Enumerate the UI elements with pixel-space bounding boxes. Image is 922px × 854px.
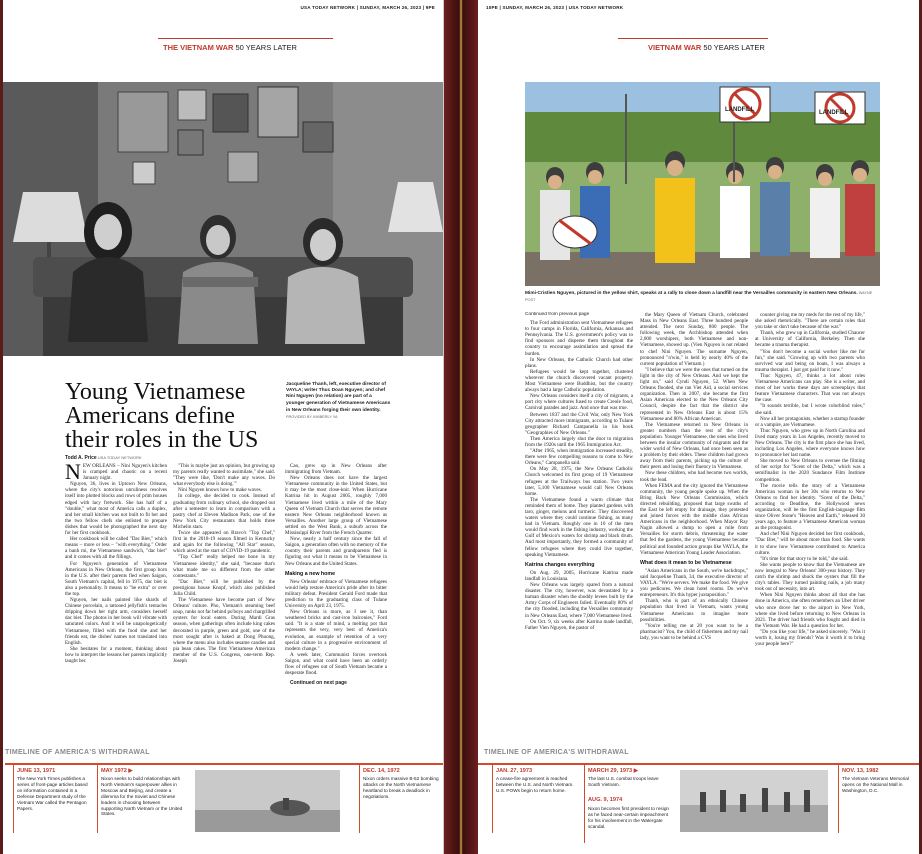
timeline-tick — [97, 763, 98, 833]
cutline-credit: PROVIDED BY KIMBERLY YA — [286, 415, 338, 420]
paragraph: She wants people to know that the Vietnamese are now integral to New Orleans' 300-year history. They catch the shrimp and shuck the oysters that fill the city's tables. They turned painting nails, a job many took out of necessity, into art. — [755, 561, 865, 593]
timeline-axis — [5, 763, 444, 765]
paragraph: "After 1965, when immigration increased steadily, there were few compelling reasons to come to New Orleans," Campanella said. — [525, 448, 633, 467]
paragraph: The Vietnamese returned to New Orleans in greater numbers than the rest of the city's population. Younger Vietnamese, the ones who lived between the insular community of migrants and the wider world of New Orleans, had once been seen as a problem by their elders. These children had grown away from their parents, picking up the culture of their peers and losing their fluency in Vietnamese. — [640, 421, 748, 471]
rally-photo — [525, 82, 880, 286]
kicker-accent: VIETNAM WAR — [648, 43, 702, 52]
timeline-tick — [584, 763, 585, 843]
paragraph: Then America largely shut the door to migration from the 1920s until the 1965 Immigration Act. — [525, 435, 633, 448]
lead-photo-image — [3, 82, 444, 356]
paragraph: And chef Nini Nguyen decided her first cookbook, "Dac Biet," will be about more than food. She wants it to show how Vietnamese contributed to America culture. — [755, 531, 865, 556]
paragraph: Thuc Nguyen, 47, thinks a lot about roles Vietnamese Americans can play. She is a writer, and most of her works these days are screenplays that feature Vietnamese characters. That was not always the case. — [755, 372, 865, 404]
continued-from-previous-page: Continued from previous page — [525, 312, 590, 317]
byline — [65, 455, 142, 461]
timeline-date: AUG. 9, 1974 — [588, 797, 623, 803]
left-page — [3, 0, 444, 854]
paragraph: Now these children, who had become two worlds, took the lead. — [640, 470, 748, 483]
timeline-photo-image — [195, 770, 340, 832]
paragraph: "Top Chef" really helped me hone in my Vietnamese identity," she said, "because that's what made me so different from the other contestants." — [173, 554, 275, 579]
paragraph: On May 28, 1975, the New Orleans Catholic Church welcomed its first group of 19 Vietnamese refugees at the Trailways bus station. Two years later, 5,100 Vietnamese would call New Orleans home. — [525, 466, 633, 497]
paragraph: For Nguyen's generation of Vietnamese Americans in New Orleans, the first group born in the U.S. after their parents fled when Saigon, South Vietnam's capital, fell in 1975, dac biet is also a personality. It means to "be extra" or over the top. — [65, 560, 167, 597]
paragraph: New Orleans considers itself a city of migrants, a port city where cultures fused to create Creole food, Carnival parades and jazz. And once that was true. — [525, 393, 633, 412]
paragraph: She hesitates for a moment, thinking about how to interpret the lessons her parents implicitly taught her. — [65, 645, 167, 664]
sign-text: LANDFILL — [725, 107, 755, 113]
timeline-tick — [13, 763, 14, 833]
protest-sign — [815, 92, 865, 124]
lead-photo — [3, 82, 444, 356]
paragraph: "It's time for that story to be told," she said. — [760, 555, 849, 562]
paragraph: When FEMA and the city ignored the Vietnamese community, the young people spoke up. When the Bring Back New Orleans Commission, which directed rebuilding, proposed that large swaths of the East be left empty for drainage, they protested and joined forces with the middle class African Americans in the neighborhood. When Mayor Ray Nagin allowed a dump to open a mile from Versailles for storm debris, threatening the water that fed the gardens, the young Vietnamese became political and founded action groups like VAYLA, the Vietnamese American Young Leader Association. — [640, 482, 748, 556]
paragraph: "Do you like your life," he asked sincerely. "Was it worth it, losing my friends? Was it worth it to bring your people here?" — [755, 628, 865, 648]
continued-on-next-page: Continued on next page — [290, 680, 347, 687]
body-column-1 — [65, 463, 167, 738]
timeline-title: TIMELINE OF AMERICA'S WITHDRAWAL — [5, 749, 150, 756]
byline-org: USA TODAY NETWORK — [96, 455, 142, 460]
paragraph: The Ford administration sent Vietnamese refugees to four camps in Florida, California, Arkansas and Pennsylvania. The U.S. government's policy was to find sponsors and disperse them throughout the country to encourage assimilation and spread the burden. — [525, 320, 633, 357]
timeline-tick — [838, 763, 839, 833]
paragraph: "You don't become a social worker like me for fun," she said. "Growing up with two parents who survived war and being on boats, I was always a trauma therapist. I just got paid for it now." — [755, 348, 865, 373]
paragraph: A week later, Communist forces overtook Saigon, and what could have been an orderly flow of refugees out of South Vietnam became a desperate flood. — [285, 651, 387, 677]
timeline-text: A cease-fire agreement is reached between the U.S. and North Vietnam. U.S. POWs begin to return home. — [496, 776, 574, 793]
paragraph: "It sounds terrible, but I wrote colorblind roles," she said. — [755, 403, 865, 416]
kicker-rest: 50 YEARS LATER — [701, 43, 765, 52]
paragraph: Thanh, who grew up in California, studied Chaucer at University of California, Berkeley. Then she became a trauma therapist. — [755, 330, 865, 349]
cutline-credit: WAYNE POST — [525, 291, 873, 303]
page-gutter — [444, 0, 478, 854]
paragraph: New Orleans' embrace of Vietnamese refugees would help restore America's pride after its bitter military defeat. President Gerald Ford made that prediction to the graduating class of Tulane University on April 23, 1975. — [285, 578, 387, 610]
timeline-date: NOV. 13, 1982 — [842, 768, 879, 774]
kicker-rule — [158, 38, 333, 39]
kicker-accent: THE VIETNAM WAR — [163, 43, 234, 52]
paragraph: Now all her protagonists, whether a startup founder or a vampire, are Vietnamese. — [755, 415, 865, 428]
dropcap: N — [65, 463, 81, 484]
paragraph: "Dac Biet," will be published by the prestigious house Knopf, which also published Julia Child. — [173, 578, 275, 597]
paragraph: New Orleans is more, as I see it, than weathered bricks and cast-iron balconies," Ford said. "It is a state of mind, a melting pot that represents the very, very best of America's evolution, an example of retention of a very special culture in a progressive environment of modern change." — [285, 609, 387, 652]
body-column-2 — [640, 312, 748, 740]
right-kicker — [648, 43, 765, 52]
paragraph: On Aug. 29, 2005, Hurricane Katrina made landfall in Louisiana. — [525, 569, 633, 582]
paragraph: In college, she decided to cook. Instead of graduating from culinary school, she dropped out after a semester to learn in comparison with a pastry chef at Eleven Madison Park, one of the New York City restaurants that holds three Michelin stars. — [173, 493, 275, 530]
paragraph: Her cookbook will be called "Dac Biet," which means – more or less – "with everything." Order a banh mi, the Vietnamese sandwich, "dac biet" and it comes with all the fillings. — [65, 536, 167, 561]
byline-name: Todd A. Price — [65, 455, 97, 461]
subhead: Katrina changes everything — [525, 561, 595, 568]
timeline-text: The New York Times publishes a series of front-page articles based on information contained in a Defense Department study of the Vietnam War called the Pentagon Papers. — [17, 776, 88, 811]
timeline-text: The Vietnam Veterans Memorial opens on the National Mall in Washington, D.C. — [842, 776, 909, 793]
paragraph: In New Orleans, the Catholic Church had other plans. — [525, 356, 633, 369]
paragraph: the Mary Queen of Vietnam Church, celebrated Mass in New Orleans East. Three hundred people attended. The next Sunday, 800 people. The following week, the Archbishop attended when 2,000 worshipers, both Vietnamese and non-Vietnamese, showed up. (Vien Nguyen is not related to chef Nini Nguyen. The surname Nguyen, pronounced "n'win," is held by nearly 40% of the current population of Vietnam.) — [640, 312, 748, 367]
paragraph: New Orleans was largely spared from a natural disaster. The city, however, was devastated by a human disaster when the shoddy levees built by the Army Corps of Engineers failed. Eventually 80% of the city flooded, including the Versailles community in New Orleans East, where 7,000 Vietnamese lived. — [525, 582, 633, 619]
right-page — [478, 0, 919, 854]
kicker-rule — [618, 38, 768, 39]
paragraph: Now, nearly a half century since the fall of Saigon, a generation often with no memory of the country their parents and grandparents fled is figuring out what it means to be Vietnamese in New Orleans and the United States. — [285, 536, 387, 567]
timeline-tick — [359, 763, 360, 833]
paragraph: Thuc Nguyen, who grew up in North Carolina and lived many years in Los Angeles, recently moved to New Orleans. The city is the first place she has lived, including Los Angeles, where everyone knows how to pronounce her last name. — [755, 427, 865, 459]
kicker-rest: 50 YEARS LATER — [233, 43, 297, 52]
paragraph: "This is maybe just an opinion, but growing up my parents really wanted to assimilate," she said. "They were like, 'Don't make any waves. Do what everybody else is doing.'" — [173, 463, 275, 488]
timeline-text: Nixon seeks to build relationships with North Vietnam's superpower allies in Moscow and Beijing, and create a dilemma for the Soviet and Chinese leaders in choosing between supporting North Vietnam or the United States. — [101, 776, 183, 817]
headline: Young Vietnamese Americans define their roles in the US — [65, 379, 259, 453]
paragraph: The movie tells the story of a Vietnamese American woman in her 30s who returns to New Orleans to find her identity. "Scent of the Delta," according to Deadline, the Hollywood news organization, will be the first English-language film since Oliver Stone's "Heaven and Earth," released 30 years ago, to feature a Vietnamese American woman as the protagonist. — [755, 482, 865, 532]
lead-photo-cutline — [286, 382, 391, 421]
paragraph: When Nini Nguyen thinks about all that she has done in America, she often remembers an Uber driver who once drove her to the airport in New York, where she lived before returning to New Orleans in 2021. The driver had friends who fought and died in the Vietnam War. He had a question for her. — [755, 592, 865, 629]
paragraph: New Orleans does not have the largest Vietnamese community in the United States, but it may be the most close-knit. When Hurricane Katrina hit in August 2005, roughly 7,000 Vietnamese lived within a mile of the Mary Queen of Vietnam Church that serves the remote eastern New Orleans neighborhood known as Versailles. Another large group of Vietnamese settled on the West Bank, a suburb across the Mississippi River from the French Quarter. — [285, 475, 387, 537]
timeline-text: The last U.S. combat troops leave South Vietnam. — [588, 776, 659, 787]
body-column-3 — [285, 463, 387, 738]
rally-photo-cutline — [525, 290, 880, 304]
paragraph: "You're telling me at 20 you want to be a pharmacist? You, the child of fishermen and my nail lady, you want to be behind a CVS — [640, 622, 748, 641]
paragraph: "Asian Americans in the South, we're backdrops," said Jacqueline Thanh, 34, the executive director of VAYLA. "We're servers. We make the food. We give you pedicures. We clean hotel rooms. Do we've entrepreneurs. It's this hyper juxtaposition." — [640, 567, 748, 599]
timeline-text: Nixon becomes first president to resign as he faced near-certain impeachment for his involvement in the Watergate scandal. — [588, 806, 670, 829]
paragraph: Nguyen, her nails painted like shards of Chinese porcelain, a tattooed jellyfish's tentacles dripping down her right arm, considers herself dac biet. The photos in her book will vibrate with saturated colors. And it will be unapologetically Vietnamese, filled with the food she and her friends eat, the dishes' names not translated into English. — [65, 597, 167, 646]
timeline-photo — [680, 770, 828, 832]
paragraph: Twice she appeared on Bravo's "Top Chef," first in the 2018-19 season filmed in Kentucky and again for the following "All Star" season, which aired at the start of COVID-19 pandemic. — [173, 530, 275, 555]
subhead: What does it mean to be Vietnamese — [640, 559, 732, 566]
paragraph: Cao, grew up in New Orleans after immigrating from Vietnam. — [285, 463, 387, 476]
body-column-1 — [525, 312, 633, 740]
body-column-3 — [755, 312, 865, 740]
timeline-photo — [195, 770, 340, 832]
timeline-photo-image — [680, 770, 828, 832]
left-kicker — [163, 43, 297, 52]
right-folio: 10PE | SUNDAY, MARCH 26, 2023 | USA TODAY NETWORK — [486, 5, 624, 10]
left-folio: USA TODAY NETWORK | SUNDAY, MARCH 26, 2023 | 9PE — [300, 5, 435, 10]
paragraph: She moved to New Orleans to oversee the filming of her script for "Scent of the Delta," which was a semifinalist in the 2020 Sundance Film Institute competition. — [755, 458, 865, 483]
timeline-date: JAN. 27, 1973 — [496, 768, 533, 774]
timeline-title: TIMELINE OF AMERICA'S WITHDRAWAL — [484, 749, 629, 756]
timeline-axis — [478, 763, 919, 765]
timeline-date: JUNE 13, 1971 — [17, 768, 56, 774]
timeline-date: DEC. 14, 1972 — [363, 768, 400, 774]
cutline-text: Mimi-Cristien Nguyen, pictured in the yellow shirt, speaks at a rally to close down a landfill near the Versailles community in eastern New Orleans. — [525, 291, 858, 296]
timeline-tick — [492, 763, 493, 833]
paragraph: Nguyen, 36, lives in Uptown New Orleans, where the city's notorious unruliness resolves itself into plotted blocks and rows of prim houses edged with lacy fretwork. She has half of a "double," what most of America calls a duplex, and her small kitchen was not built to fit her and the two fellow chefs she enlisted to prepare dishes that would be photographed the next day for her first cookbook. — [65, 481, 167, 537]
timeline-text: Nixon orders massive B-52 bombing attacks on the North Vietnamese heartland to break a deadlock in negotiations. — [363, 776, 439, 799]
paragraph: The Vietnamese have become part of New Orleans' culture. Pho, Vietnam's steaming beef soup, ranks not far behind po'boys and chargrilled oysters for local eaters. During Mardi Gras season, when gatherings often include king cakes decorated in purple, green and gold, one of the most sought after is baked at Dong Phuong, where the menu also includes sesame candies and pia bean cakes. The first Vietnamese American member of the U.S. Congress, one-term Rep. Joseph — [173, 597, 275, 664]
subhead: Making a new home — [285, 570, 336, 577]
timeline-date: MAY 1972 ▶ — [101, 768, 133, 774]
protest-sign — [553, 216, 597, 248]
paragraph: The Vietnamese found a warm climate that reminded them of home. They planted gardens with taro, ginger, melons and turmeric. They discovered waters where they could continue fishing, as many had in Vietnam. Roughly one in 10 of the men would find work in the fishing industry, working the Gulf of Mexico's waters for shrimp and black drum. And most importantly, they formed a community of fellow refugees where they could live together, speaking Vietnamese. — [525, 496, 633, 558]
paragraph: Thanh, who is part of an ethnically Chinese population that lived in Vietnam, wants young Vietnamese Americans to imagine more possibilities. — [640, 598, 748, 623]
cutline-text: Jacqueline Thanh, left, executive director of VAYLA; writer Thuc Doan Nguyen; and chef Nini Nguyen (no relation) are part of a younger generation of Vietnamese Americans in New Orleans forging their own identity. — [286, 382, 391, 413]
paragraph: Between 1837 and the Civil War, only New York City attracted more immigrants, according to Tulane geographer Richard Campanella in his book "Geographies of New Orleans." — [525, 411, 633, 436]
paragraph: On Oct. 9, six weeks after Katrina made landfall, Father Vien Nguyen, the pastor of — [525, 618, 633, 631]
paragraph: Nini Nguyen knows how to make waves. — [178, 487, 262, 494]
protest-sign — [720, 87, 770, 122]
paragraph: Refugees would be kept together, clustered wherever the church discovered vacant property. Most Vietnamese were Buddhist, but the country always had a large Catholic population. — [525, 368, 633, 394]
paragraph: EW ORLEANS – Nini Nguyen's kitchen is cramped and chaotic on a recent January night. — [82, 463, 167, 482]
sign-text: LANDFILL — [819, 110, 849, 116]
body-column-2 — [173, 463, 275, 738]
paragraph: "I believe that we were the ones that turned on the light in the city of New Orleans. And we kept the light on," said Cyndi Nguyen, 52. When New Orleans flooded, she ran Viet Aid, a social services organization. Then in 2007, she became the first Asian American elected to the New Orleans City Council, despite the fact that the district she represented in New Orleans East is about 15% Vietnamese and 80% African American. — [640, 366, 748, 422]
timeline-date: MARCH 29, 1973 ▶ — [588, 768, 639, 774]
paragraph: counter giving me my meds for the rest of my life," she asked rhetorically. "There are certain roles that you take or don't take because of the war." — [755, 312, 865, 331]
